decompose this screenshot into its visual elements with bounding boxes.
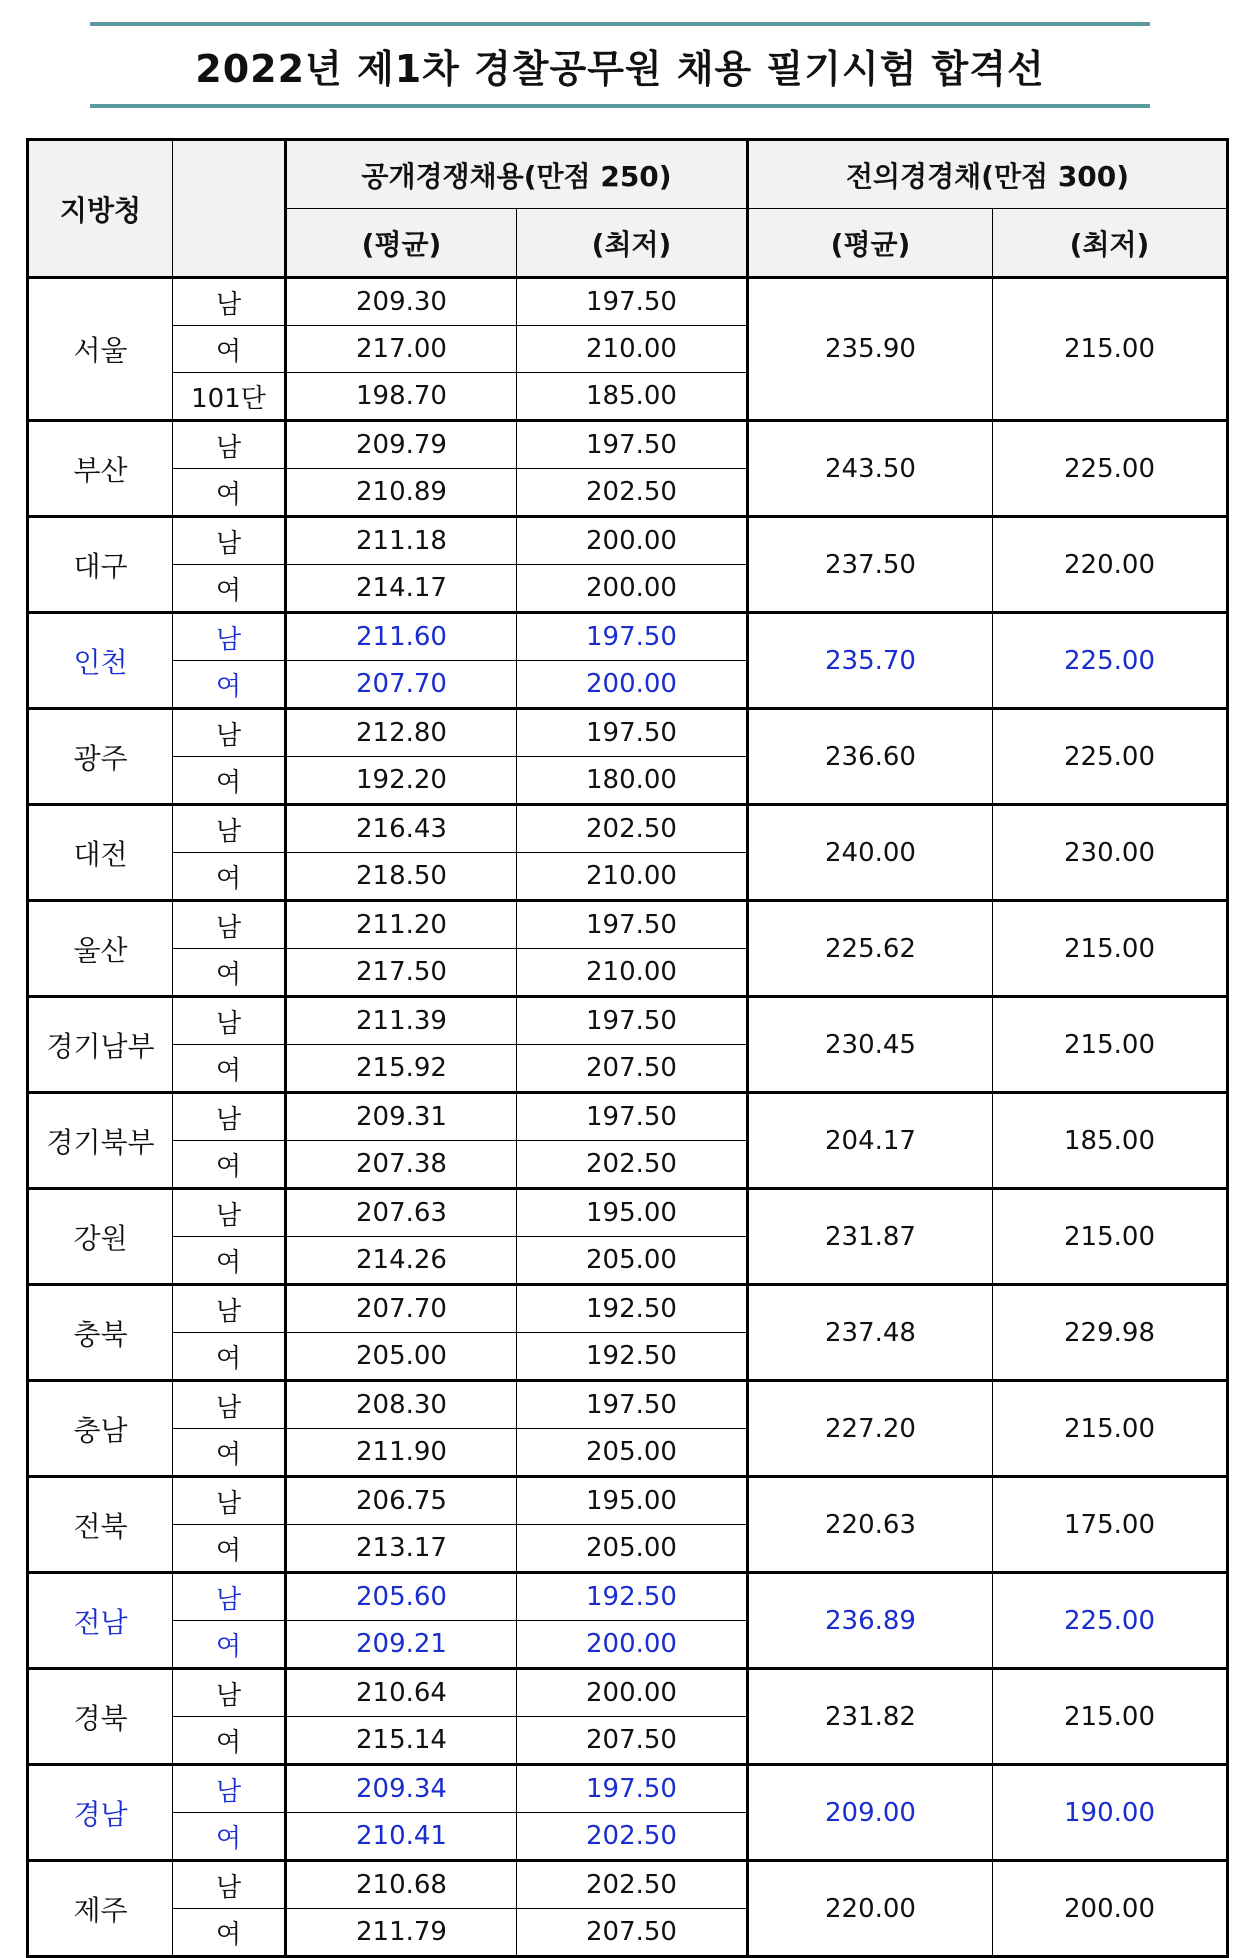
special-avg-cell: 236.60 <box>748 709 993 805</box>
header-gender-blank <box>173 140 286 278</box>
special-min-cell: 200.00 <box>993 1861 1228 1957</box>
table-row <box>28 517 1228 565</box>
open-avg-cell: 192.20 <box>286 757 517 805</box>
special-avg-cell: 220.63 <box>748 1477 993 1573</box>
open-min-cell: 210.00 <box>517 326 748 373</box>
special-avg-cell: 231.87 <box>748 1189 993 1285</box>
gender-cell: 남 <box>173 997 286 1045</box>
region-cell: 전남 <box>28 1573 173 1669</box>
open-min-cell: 197.50 <box>517 1093 748 1141</box>
open-avg-cell: 215.92 <box>286 1045 517 1093</box>
open-min-cell: 210.00 <box>517 853 748 901</box>
open-min-cell: 195.00 <box>517 1189 748 1237</box>
gender-cell: 여 <box>173 326 286 373</box>
title-rule-top <box>90 22 1150 26</box>
gender-cell: 여 <box>173 1429 286 1477</box>
open-avg-cell: 210.68 <box>286 1861 517 1909</box>
gender-cell: 남 <box>173 613 286 661</box>
special-avg-cell: 235.70 <box>748 613 993 709</box>
special-min-cell: 215.00 <box>993 901 1228 997</box>
open-avg-cell: 207.38 <box>286 1141 517 1189</box>
open-min-cell: 197.50 <box>517 997 748 1045</box>
table-row <box>28 1669 1228 1717</box>
region-cell: 강원 <box>28 1189 173 1285</box>
gender-cell: 여 <box>173 1621 286 1669</box>
open-avg-cell: 205.60 <box>286 1573 517 1621</box>
open-avg-cell: 216.43 <box>286 805 517 853</box>
table-row <box>28 997 1228 1045</box>
open-min-cell: 202.50 <box>517 1861 748 1909</box>
table-body <box>28 278 1228 1957</box>
special-min-cell: 175.00 <box>993 1477 1228 1573</box>
region-cell: 울산 <box>28 901 173 997</box>
gender-cell: 남 <box>173 1861 286 1909</box>
open-avg-cell: 211.79 <box>286 1909 517 1957</box>
open-min-cell: 185.00 <box>517 373 748 421</box>
open-avg-cell: 209.31 <box>286 1093 517 1141</box>
table-row <box>28 1573 1228 1621</box>
open-avg-cell: 217.00 <box>286 326 517 373</box>
open-min-cell: 200.00 <box>517 1669 748 1717</box>
open-avg-cell: 209.21 <box>286 1621 517 1669</box>
open-min-cell: 197.50 <box>517 421 748 469</box>
table-row <box>28 421 1228 469</box>
special-min-cell: 215.00 <box>993 278 1228 421</box>
open-min-cell: 205.00 <box>517 1429 748 1477</box>
special-avg-cell: 227.20 <box>748 1381 993 1477</box>
open-min-cell: 197.50 <box>517 709 748 757</box>
open-avg-cell: 215.14 <box>286 1717 517 1765</box>
gender-cell: 남 <box>173 278 286 326</box>
special-avg-cell: 220.00 <box>748 1861 993 1957</box>
table-row <box>28 805 1228 853</box>
open-avg-cell: 207.70 <box>286 661 517 709</box>
open-avg-cell: 198.70 <box>286 373 517 421</box>
open-min-cell: 202.50 <box>517 469 748 517</box>
open-avg-cell: 207.63 <box>286 1189 517 1237</box>
gender-cell: 남 <box>173 1285 286 1333</box>
gender-cell: 남 <box>173 1765 286 1813</box>
title-rule-bottom <box>90 104 1150 108</box>
special-min-cell: 230.00 <box>993 805 1228 901</box>
open-avg-cell: 218.50 <box>286 853 517 901</box>
title-block <box>90 22 1150 108</box>
table-row <box>28 709 1228 757</box>
open-min-cell: 195.00 <box>517 1477 748 1525</box>
open-avg-cell: 209.79 <box>286 421 517 469</box>
special-avg-cell: 240.00 <box>748 805 993 901</box>
open-avg-cell: 211.18 <box>286 517 517 565</box>
gender-cell: 여 <box>173 949 286 997</box>
gender-cell: 남 <box>173 1381 286 1429</box>
table-row <box>28 1477 1228 1525</box>
special-min-cell: 225.00 <box>993 709 1228 805</box>
open-min-cell: 205.00 <box>517 1237 748 1285</box>
open-min-cell: 202.50 <box>517 1141 748 1189</box>
gender-cell: 남 <box>173 1573 286 1621</box>
open-avg-cell: 211.90 <box>286 1429 517 1477</box>
region-cell: 부산 <box>28 421 173 517</box>
region-cell: 대전 <box>28 805 173 901</box>
gender-cell: 여 <box>173 661 286 709</box>
open-min-cell: 210.00 <box>517 949 748 997</box>
region-cell: 전북 <box>28 1477 173 1573</box>
open-avg-cell: 210.89 <box>286 469 517 517</box>
gender-cell: 남 <box>173 1189 286 1237</box>
special-min-cell: 229.98 <box>993 1285 1228 1381</box>
open-avg-cell: 213.17 <box>286 1525 517 1573</box>
open-avg-cell: 217.50 <box>286 949 517 997</box>
special-min-cell: 190.00 <box>993 1765 1228 1861</box>
gender-cell: 여 <box>173 1909 286 1957</box>
table-row <box>28 901 1228 949</box>
region-cell: 경기남부 <box>28 997 173 1093</box>
gender-cell: 여 <box>173 1141 286 1189</box>
special-min-cell: 185.00 <box>993 1093 1228 1189</box>
open-min-cell: 192.50 <box>517 1333 748 1381</box>
region-cell: 서울 <box>28 278 173 421</box>
open-min-cell: 207.50 <box>517 1909 748 1957</box>
gender-cell: 여 <box>173 469 286 517</box>
header-special-recruitment: 전의경경채(만점 300) <box>748 140 1228 209</box>
header-open-recruitment: 공개경쟁채용(만점 250) <box>286 140 748 209</box>
gender-cell: 남 <box>173 1669 286 1717</box>
gender-cell: 남 <box>173 1093 286 1141</box>
gender-cell: 여 <box>173 1045 286 1093</box>
page-title: 2022년 제1차 경찰공무원 채용 필기시험 합격선 <box>195 47 1045 91</box>
special-avg-cell: 230.45 <box>748 997 993 1093</box>
header-open-min: (최저) <box>517 209 748 278</box>
open-avg-cell: 208.30 <box>286 1381 517 1429</box>
special-min-cell: 215.00 <box>993 997 1228 1093</box>
special-avg-cell: 237.50 <box>748 517 993 613</box>
special-min-cell: 225.00 <box>993 421 1228 517</box>
open-avg-cell: 214.26 <box>286 1237 517 1285</box>
open-min-cell: 180.00 <box>517 757 748 805</box>
cutoff-table <box>26 138 1229 1958</box>
special-min-cell: 225.00 <box>993 613 1228 709</box>
gender-cell: 101단 <box>173 373 286 421</box>
gender-cell: 여 <box>173 757 286 805</box>
open-min-cell: 197.50 <box>517 278 748 326</box>
region-cell: 경북 <box>28 1669 173 1765</box>
open-avg-cell: 209.30 <box>286 278 517 326</box>
table-row <box>28 613 1228 661</box>
region-cell: 광주 <box>28 709 173 805</box>
special-avg-cell: 243.50 <box>748 421 993 517</box>
open-min-cell: 200.00 <box>517 661 748 709</box>
table-row <box>28 1093 1228 1141</box>
open-min-cell: 200.00 <box>517 517 748 565</box>
open-avg-cell: 207.70 <box>286 1285 517 1333</box>
table-row <box>28 278 1228 326</box>
table-row <box>28 1861 1228 1909</box>
table-row <box>28 1285 1228 1333</box>
gender-cell: 여 <box>173 1525 286 1573</box>
open-min-cell: 205.00 <box>517 1525 748 1573</box>
gender-cell: 여 <box>173 1717 286 1765</box>
special-avg-cell: 204.17 <box>748 1093 993 1189</box>
open-avg-cell: 210.64 <box>286 1669 517 1717</box>
open-avg-cell: 209.34 <box>286 1765 517 1813</box>
gender-cell: 남 <box>173 421 286 469</box>
open-avg-cell: 212.80 <box>286 709 517 757</box>
gender-cell: 남 <box>173 901 286 949</box>
special-min-cell: 215.00 <box>993 1189 1228 1285</box>
special-min-cell: 215.00 <box>993 1669 1228 1765</box>
open-avg-cell: 210.41 <box>286 1813 517 1861</box>
header-special-avg: (평균) <box>748 209 993 278</box>
table-row <box>28 1189 1228 1237</box>
special-avg-cell: 209.00 <box>748 1765 993 1861</box>
open-min-cell: 207.50 <box>517 1045 748 1093</box>
open-avg-cell: 211.39 <box>286 997 517 1045</box>
header-region: 지방청 <box>28 140 173 278</box>
open-min-cell: 197.50 <box>517 901 748 949</box>
region-cell: 충남 <box>28 1381 173 1477</box>
open-avg-cell: 211.20 <box>286 901 517 949</box>
gender-cell: 여 <box>173 853 286 901</box>
open-min-cell: 192.50 <box>517 1573 748 1621</box>
open-min-cell: 197.50 <box>517 1381 748 1429</box>
gender-cell: 여 <box>173 1813 286 1861</box>
special-avg-cell: 225.62 <box>748 901 993 997</box>
open-avg-cell: 214.17 <box>286 565 517 613</box>
region-cell: 인천 <box>28 613 173 709</box>
open-min-cell: 202.50 <box>517 805 748 853</box>
region-cell: 대구 <box>28 517 173 613</box>
special-avg-cell: 231.82 <box>748 1669 993 1765</box>
region-cell: 경남 <box>28 1765 173 1861</box>
special-min-cell: 220.00 <box>993 517 1228 613</box>
open-avg-cell: 211.60 <box>286 613 517 661</box>
header-open-avg: (평균) <box>286 209 517 278</box>
region-cell: 충북 <box>28 1285 173 1381</box>
open-min-cell: 202.50 <box>517 1813 748 1861</box>
special-min-cell: 225.00 <box>993 1573 1228 1669</box>
gender-cell: 남 <box>173 805 286 853</box>
special-avg-cell: 237.48 <box>748 1285 993 1381</box>
open-avg-cell: 206.75 <box>286 1477 517 1525</box>
open-min-cell: 200.00 <box>517 1621 748 1669</box>
special-avg-cell: 236.89 <box>748 1573 993 1669</box>
open-min-cell: 197.50 <box>517 1765 748 1813</box>
open-avg-cell: 205.00 <box>286 1333 517 1381</box>
gender-cell: 남 <box>173 709 286 757</box>
region-cell: 제주 <box>28 1861 173 1957</box>
region-cell: 경기북부 <box>28 1093 173 1189</box>
header-special-min: (최저) <box>993 209 1228 278</box>
table-row <box>28 1765 1228 1813</box>
gender-cell: 남 <box>173 1477 286 1525</box>
table-row <box>28 1381 1228 1429</box>
gender-cell: 여 <box>173 565 286 613</box>
open-min-cell: 197.50 <box>517 613 748 661</box>
gender-cell: 여 <box>173 1333 286 1381</box>
open-min-cell: 207.50 <box>517 1717 748 1765</box>
gender-cell: 남 <box>173 517 286 565</box>
gender-cell: 여 <box>173 1237 286 1285</box>
special-min-cell: 215.00 <box>993 1381 1228 1477</box>
open-min-cell: 192.50 <box>517 1285 748 1333</box>
open-min-cell: 200.00 <box>517 565 748 613</box>
special-avg-cell: 235.90 <box>748 278 993 421</box>
